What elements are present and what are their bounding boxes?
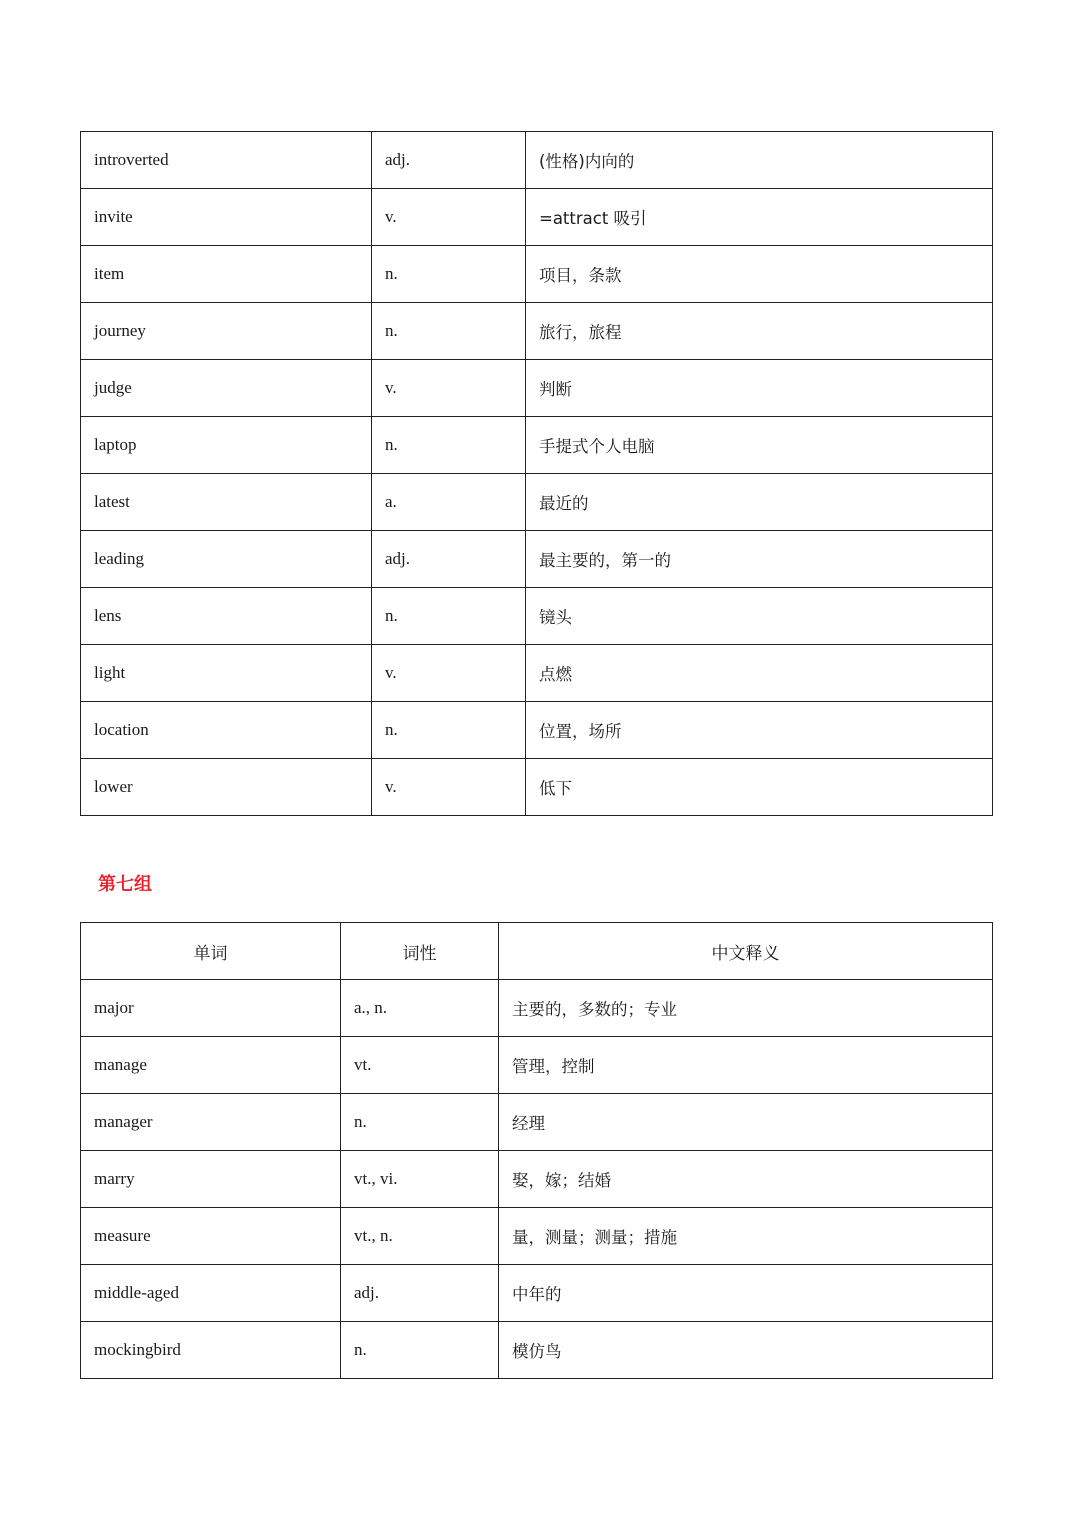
part-of-speech-cell: vt., n. — [341, 1208, 499, 1265]
chinese-meaning-cell: 判断 — [526, 360, 993, 417]
header-row — [81, 923, 993, 980]
part-of-speech-cell: n. — [372, 588, 526, 645]
vocab-table-continued — [80, 131, 993, 816]
part-of-speech-cell: v. — [372, 645, 526, 702]
part-of-speech-cell: n. — [372, 246, 526, 303]
chinese-meaning-cell: 项目，条款 — [526, 246, 993, 303]
part-of-speech-cell: vt. — [341, 1037, 499, 1094]
table-row — [81, 1322, 993, 1379]
word-cell: measure — [81, 1208, 341, 1265]
table-row — [81, 531, 993, 588]
table-row — [81, 1037, 993, 1094]
table-row — [81, 1151, 993, 1208]
table-row — [81, 189, 993, 246]
part-of-speech-cell: v. — [372, 759, 526, 816]
chinese-meaning-cell: 最近的 — [526, 474, 993, 531]
word-cell: location — [81, 702, 372, 759]
word-cell: mockingbird — [81, 1322, 341, 1379]
chinese-meaning-cell: 最主要的，第一的 — [526, 531, 993, 588]
part-of-speech-cell: adj. — [341, 1265, 499, 1322]
table-row — [81, 588, 993, 645]
chinese-meaning-cell: (性格)内向的 — [526, 132, 993, 189]
table-row — [81, 474, 993, 531]
word-cell: invite — [81, 189, 372, 246]
word-cell: manager — [81, 1094, 341, 1151]
word-cell: laptop — [81, 417, 372, 474]
chinese-meaning-cell: 手提式个人电脑 — [526, 417, 993, 474]
vocab-table-body — [81, 980, 993, 1379]
part-of-speech-cell: v. — [372, 360, 526, 417]
part-of-speech-cell: adj. — [372, 132, 526, 189]
table-row — [81, 417, 993, 474]
table-row — [81, 360, 993, 417]
chinese-meaning-cell: 中年的 — [499, 1265, 993, 1322]
part-of-speech-cell: n. — [372, 303, 526, 360]
word-cell: marry — [81, 1151, 341, 1208]
word-cell: judge — [81, 360, 372, 417]
chinese-meaning-cell: 量，测量；测量；措施 — [499, 1208, 993, 1265]
word-cell: latest — [81, 474, 372, 531]
word-cell: journey — [81, 303, 372, 360]
part-of-speech-cell: adj. — [372, 531, 526, 588]
part-of-speech-cell: n. — [341, 1094, 499, 1151]
word-cell: introverted — [81, 132, 372, 189]
header-part-of-speech: 词性 — [341, 923, 499, 980]
chinese-meaning-cell: 管理，控制 — [499, 1037, 993, 1094]
table-row — [81, 1094, 993, 1151]
chinese-meaning-cell: 点燃 — [526, 645, 993, 702]
part-of-speech-cell: vt., vi. — [341, 1151, 499, 1208]
chinese-meaning-cell: 模仿鸟 — [499, 1322, 993, 1379]
table-row — [81, 645, 993, 702]
word-cell: leading — [81, 531, 372, 588]
word-cell: lower — [81, 759, 372, 816]
word-cell: manage — [81, 1037, 341, 1094]
word-cell: light — [81, 645, 372, 702]
word-cell: major — [81, 980, 341, 1037]
chinese-meaning-cell: 娶，嫁；结婚 — [499, 1151, 993, 1208]
table-row — [81, 980, 993, 1037]
chinese-meaning-cell: =attract 吸引 — [526, 189, 993, 246]
chinese-meaning-cell: 经理 — [499, 1094, 993, 1151]
table-row — [81, 132, 993, 189]
table-row — [81, 759, 993, 816]
word-cell: item — [81, 246, 372, 303]
vocab-table-group-7 — [80, 922, 993, 1379]
chinese-meaning-cell: 低下 — [526, 759, 993, 816]
vocab-table-body — [81, 132, 993, 816]
table-row — [81, 1265, 993, 1322]
chinese-meaning-cell: 位置，场所 — [526, 702, 993, 759]
table-row — [81, 702, 993, 759]
part-of-speech-cell: a. — [372, 474, 526, 531]
part-of-speech-cell: n. — [372, 417, 526, 474]
word-cell: lens — [81, 588, 372, 645]
part-of-speech-cell: v. — [372, 189, 526, 246]
chinese-meaning-cell: 旅行，旅程 — [526, 303, 993, 360]
table-header — [81, 923, 993, 980]
part-of-speech-cell: n. — [341, 1322, 499, 1379]
group-7-heading: 第七组 — [98, 874, 152, 895]
chinese-meaning-cell: 主要的，多数的；专业 — [499, 980, 993, 1037]
header-word: 单词 — [81, 923, 341, 980]
word-cell: middle-aged — [81, 1265, 341, 1322]
table-row — [81, 303, 993, 360]
table-row — [81, 1208, 993, 1265]
table-row — [81, 246, 993, 303]
part-of-speech-cell: a., n. — [341, 980, 499, 1037]
chinese-meaning-cell: 镜头 — [526, 588, 993, 645]
header-chinese-meaning: 中文释义 — [499, 923, 993, 980]
part-of-speech-cell: n. — [372, 702, 526, 759]
